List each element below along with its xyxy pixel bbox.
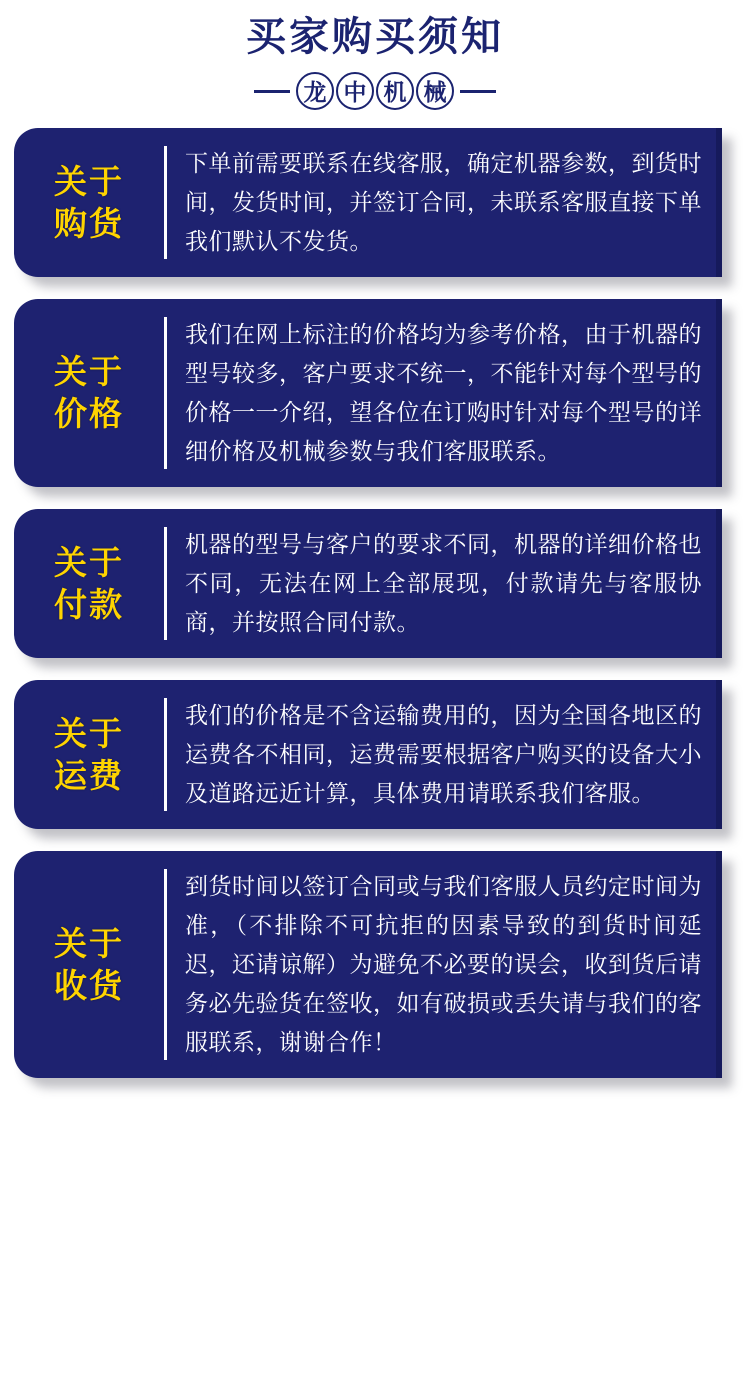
page-header [0,0,750,110]
notice-card-payment [14,509,722,658]
notice-card-label-line1: 关于 [54,714,124,752]
brand-dash-right [460,90,496,93]
notice-card-shipping-fee [14,680,722,829]
notice-card-label [14,128,164,277]
notice-card-label-line1: 关于 [54,924,124,962]
notice-card-text: 我们在网上标注的价格均为参考价格，由于机器的型号较多，客户要求不统一，不能针对每个型号的价格一一介绍，望各位在订购时针对每个型号的详细价格及机械参数与我们客服联系。 [185,321,702,464]
notice-card-label [14,299,164,487]
notice-card-label-line1: 关于 [54,543,124,581]
brand-dash-left [254,90,290,93]
notice-card-label [14,509,164,658]
notice-card-label-line2: 运费 [54,756,124,794]
brand-circles [296,72,454,110]
brand-row [0,72,750,110]
notice-card-label-line1: 关于 [54,353,124,390]
notice-card-text: 我们的价格是不含运输费用的，因为全国各地区的运费各不相同，运费需要根据客户购买的设备大小及道路远近计算，具体费用请联系我们客服。 [185,702,702,806]
notice-card-text: 下单前需要联系在线客服，确定机器参数，到货时间，发货时间，并签订合同，未联系客服直接下单我们默认不发货。 [185,150,702,254]
brand-char-2: 中 [336,72,374,110]
notice-card-label-line2: 购货 [54,204,124,242]
notice-card-label [14,851,164,1078]
notice-card-text: 机器的型号与客户的要求不同，机器的详细价格也不同，无法在网上全部展现，付款请先与客服协商，并按照合同付款。 [185,531,702,635]
brand-char-1: 龙 [296,72,334,110]
notice-card-label-line2: 付款 [54,585,124,623]
notice-card-label [14,680,164,829]
notice-card-purchase [14,128,722,277]
notice-card-price [14,299,722,487]
notice-card-label-line2: 价格 [54,395,124,432]
notice-card-list [0,128,750,1078]
brand-char-3: 机 [376,72,414,110]
notice-card-label-line2: 收货 [54,966,124,1004]
brand-char-4: 械 [416,72,454,110]
notice-card-text: 到货时间以签订合同或与我们客服人员约定时间为准，（不排除不可抗拒的因素导致的到货时间延迟，还请谅解）为避免不必要的误会，收到货后请务必先验货在签收，如有破损或丢失请与我们的客服联系，谢谢合作！ [185,873,702,1055]
notice-card-label-line1: 关于 [54,162,124,200]
page-title: 买家购买须知 [246,15,504,59]
notice-card-receiving [14,851,722,1078]
